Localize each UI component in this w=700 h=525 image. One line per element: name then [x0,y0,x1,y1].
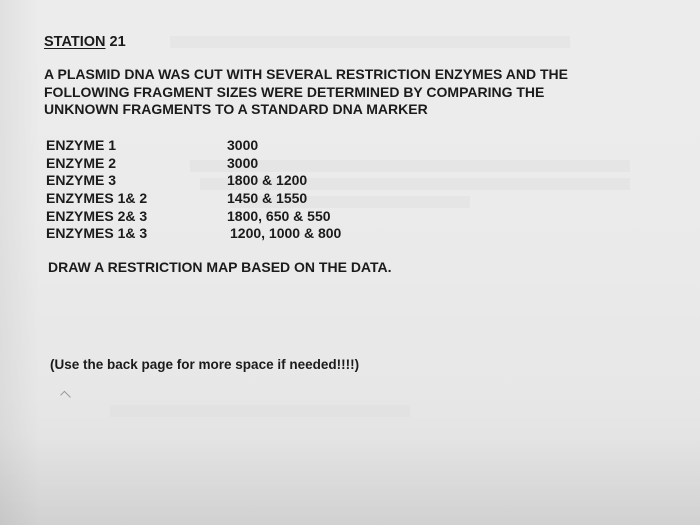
station-label: STATION [44,34,106,50]
show-through-5 [110,405,410,417]
fragment-sizes: 1800, 650 & 550 [227,207,331,224]
station-title [44,34,126,51]
paper-shadow-bottom [0,435,700,525]
fragment-sizes: 1200, 1000 & 800 [230,225,342,242]
enzyme-name: ENZYME 3 [46,172,117,189]
fragment-sizes: 1800 & 1200 [227,172,308,189]
enzyme-name: ENZYME 2 [46,154,117,171]
enzyme-name: ENZYMES 1& 2 [46,190,148,207]
enzyme-name: ENZYME 1 [46,137,117,153]
task-instruction: DRAW A RESTRICTION MAP BASED ON THE DATA. [48,259,392,275]
problem-line: A PLASMID DNA WAS CUT WITH SEVERAL RESTRICTION ENZYMES AND THE [44,66,568,82]
problem-line: UNKNOWN FRAGMENTS TO A STANDARD DNA MARKER [44,101,428,117]
problem-line: FOLLOWING FRAGMENT SIZES WERE DETERMINED BY COMPARING THE [44,83,545,100]
fragment-sizes: 3000 [227,154,259,171]
show-through-1 [170,36,570,48]
enzyme-name: ENZYMES 2& 3 [46,207,148,224]
station-number: 21 [109,34,126,50]
back-page-note: (Use the back page for more space if needed!!!!) [50,357,360,372]
problem-statement [44,66,644,119]
pencil-mark [60,391,71,402]
enzyme-name: ENZYMES 1& 3 [46,225,148,242]
fragment-sizes: 1450 & 1550 [227,190,308,207]
fragment-sizes: 3000 [227,137,259,153]
